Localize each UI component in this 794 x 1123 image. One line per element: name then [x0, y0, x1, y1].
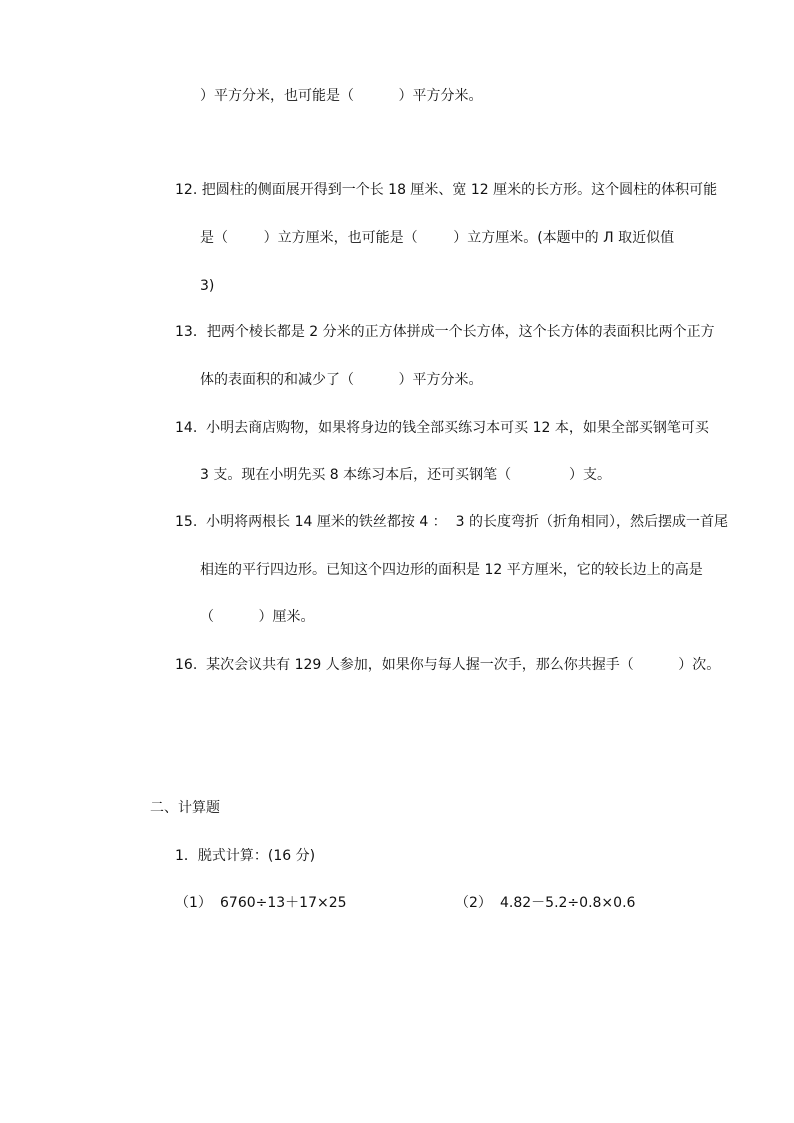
calc-question-title: 1．脱式计算：(16 分): [175, 848, 316, 864]
q14-line-2: 3 支。现在小明先买 8 本练习本后，还可买钢笔（ ）支。: [200, 467, 612, 483]
q11-continuation: ）平方分米，也可能是（ ）平方分米。: [200, 88, 483, 104]
calc-2-number: （2）: [455, 895, 492, 911]
calc-2-expression: 4.82－5.2÷0.8×0.6: [500, 895, 636, 911]
section-title-calculation: 二、计算题: [150, 800, 220, 816]
q15-line-1: 15. 小明将两根长 14 厘米的铁丝都按 4 ： 3 的长度弯折（折角相同），然后摆成一首尾: [175, 514, 728, 530]
q12-line-2: 是（ ）立方厘米，也可能是（ ）立方厘米。(本题中的 Л 取近似值: [200, 230, 675, 246]
q13-line-1: 13．把两个棱长都是 2 分米的正方体拼成一个长方体，这个长方体的表面积比两个正方: [175, 324, 715, 340]
q13-line-2: 体的表面积的和减少了（ ）平方分米。: [200, 372, 483, 388]
q12-line-3: 3): [200, 278, 215, 294]
q14-line-1: 14. 小明去商店购物，如果将身边的钱全部买练习本可买 12 本，如果全部买钢笔可买: [175, 420, 709, 436]
q12-line-1: 12. 把圆柱的侧面展开得到一个长 18 厘米、宽 12 厘米的长方形。这个圆柱的体积可能: [175, 182, 718, 198]
q15-line-2: 相连的平行四边形。已知这个四边形的面积是 12 平方厘米，它的较长边上的高是: [200, 562, 703, 578]
calc-1-number: （1）: [175, 895, 212, 911]
q15-line-3: （ ）厘米。: [200, 609, 315, 625]
calc-1-expression: 6760÷13＋17×25: [220, 895, 347, 911]
q16-line: 16. 某次会议共有 129 人参加，如果你与每人握一次手，那么你共握手（ ）次。: [175, 657, 721, 673]
